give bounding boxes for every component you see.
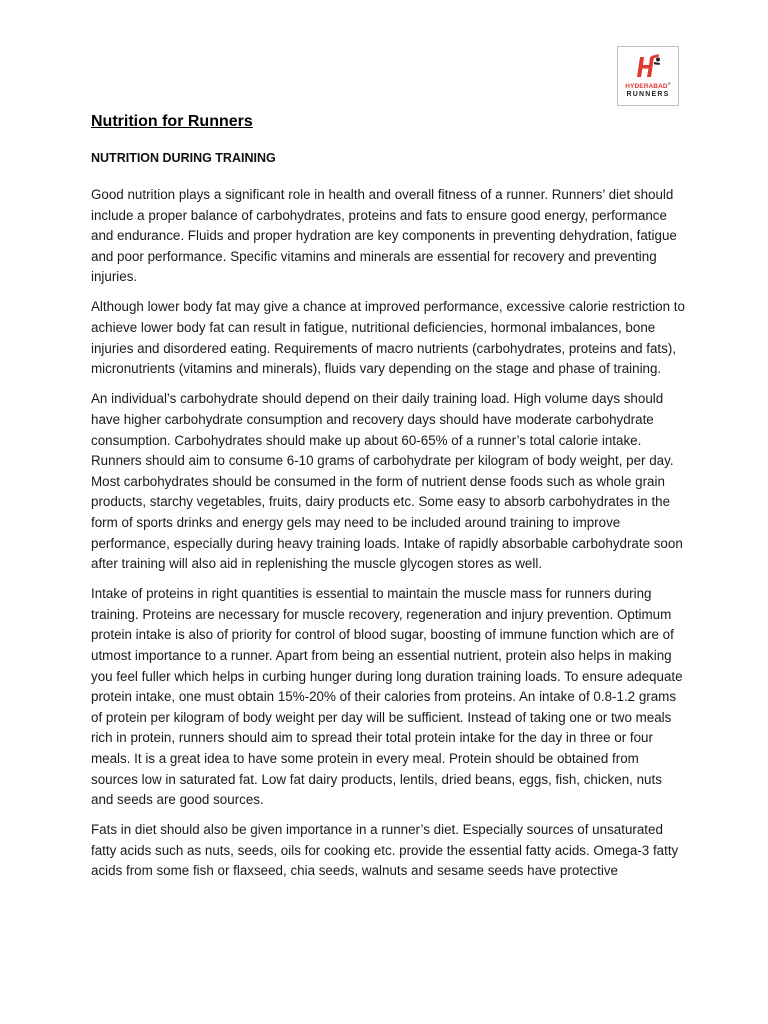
section-heading: NUTRITION DURING TRAINING [91, 151, 276, 165]
document-title: Nutrition for Runners [91, 113, 253, 130]
logo-brand-text: HYDERABAD® [625, 81, 671, 91]
paragraph: Fats in diet should also be given importance in a runner’s diet. Especially sources of unsaturated fatty acids such as nuts, seeds, oils for cooking etc. provide the essential fatty acids. Omega-3 fatty acids from some fish or flaxseed, chia seeds, walnuts and sesame seeds have protective [91, 822, 679, 879]
paragraph: Although lower body fat may give a chance at improved performance, excessive calorie restriction to achieve lower body fat can result in fatigue, nutritional deficiencies, hormonal imbalances, bone injuries and disordered eating. Requirements of macro nutrients (carbohydrates, proteins and fats), micronutrients (vitamins and minerals), fluids vary depending on the stage and phase of training. [91, 299, 685, 377]
document-body [91, 110, 686, 892]
hyderabad-runners-logo [617, 46, 679, 106]
paragraph: An individual’s carbohydrate should depend on their daily training load. High volume days should have higher carbohydrate consumption and recovery days should have moderate carbohydrate consumption. Carbohydrates should make up about 60-65% of a runner’s total calorie intake. Runners should aim to consume 6-10 grams of carbohydrate per kilogram of body weight, per day. Most carbohydrates should be consumed in the form of nutrient dense foods such as whole grain products, starchy vegetables, fruits, dairy products etc. Some easy to absorb carbohydrates in the form of sports drinks and energy gels may need to be included around training to improve performance, especially during heavy training loads. Intake of rapidly absorbable carbohydrate soon after training will also aid in replenishing the muscle glycogen stores as well. [91, 391, 683, 572]
runner-figure-icon [618, 53, 678, 79]
paragraph: Intake of proteins in right quantities is essential to maintain the muscle mass for runners during training. Proteins are necessary for muscle recovery, regeneration and injury prevention. Optimum protein intake is also of priority for control of blood sugar, boosting of immune function which are of utmost importance to a runner. Apart from being an essential nutrient, protein also helps in making you feel fuller which helps in curbing hunger during long duration training loads. To ensure adequate protein intake, one must obtain 15%-20% of their calories from proteins. An intake of 0.8-1.2 grams of protein per kilogram of body weight per day will be sufficient. Instead of taking one or two meals rich in protein, runners should aim to spread their total protein intake for the day in three or four meals. It is a great idea to have some protein in every meal. Protein should be obtained from sources low in saturated fat. Low fat dairy products, lentils, dried beans, eggs, fish, chicken, nuts and seeds are good sources. [91, 586, 683, 808]
logo-sub-text: RUNNERS [626, 91, 670, 98]
paragraph: Good nutrition plays a significant role in health and overall fitness of a runner. Runners’ diet should include a proper balance of carbohydrates, proteins and fats to ensure good energy, performance and endurance. Fluids and proper hydration are key components in preventing dehydration, fatigue and poor performance. Specific vitamins and minerals are essential for recovery and preventing injuries. [91, 187, 677, 285]
